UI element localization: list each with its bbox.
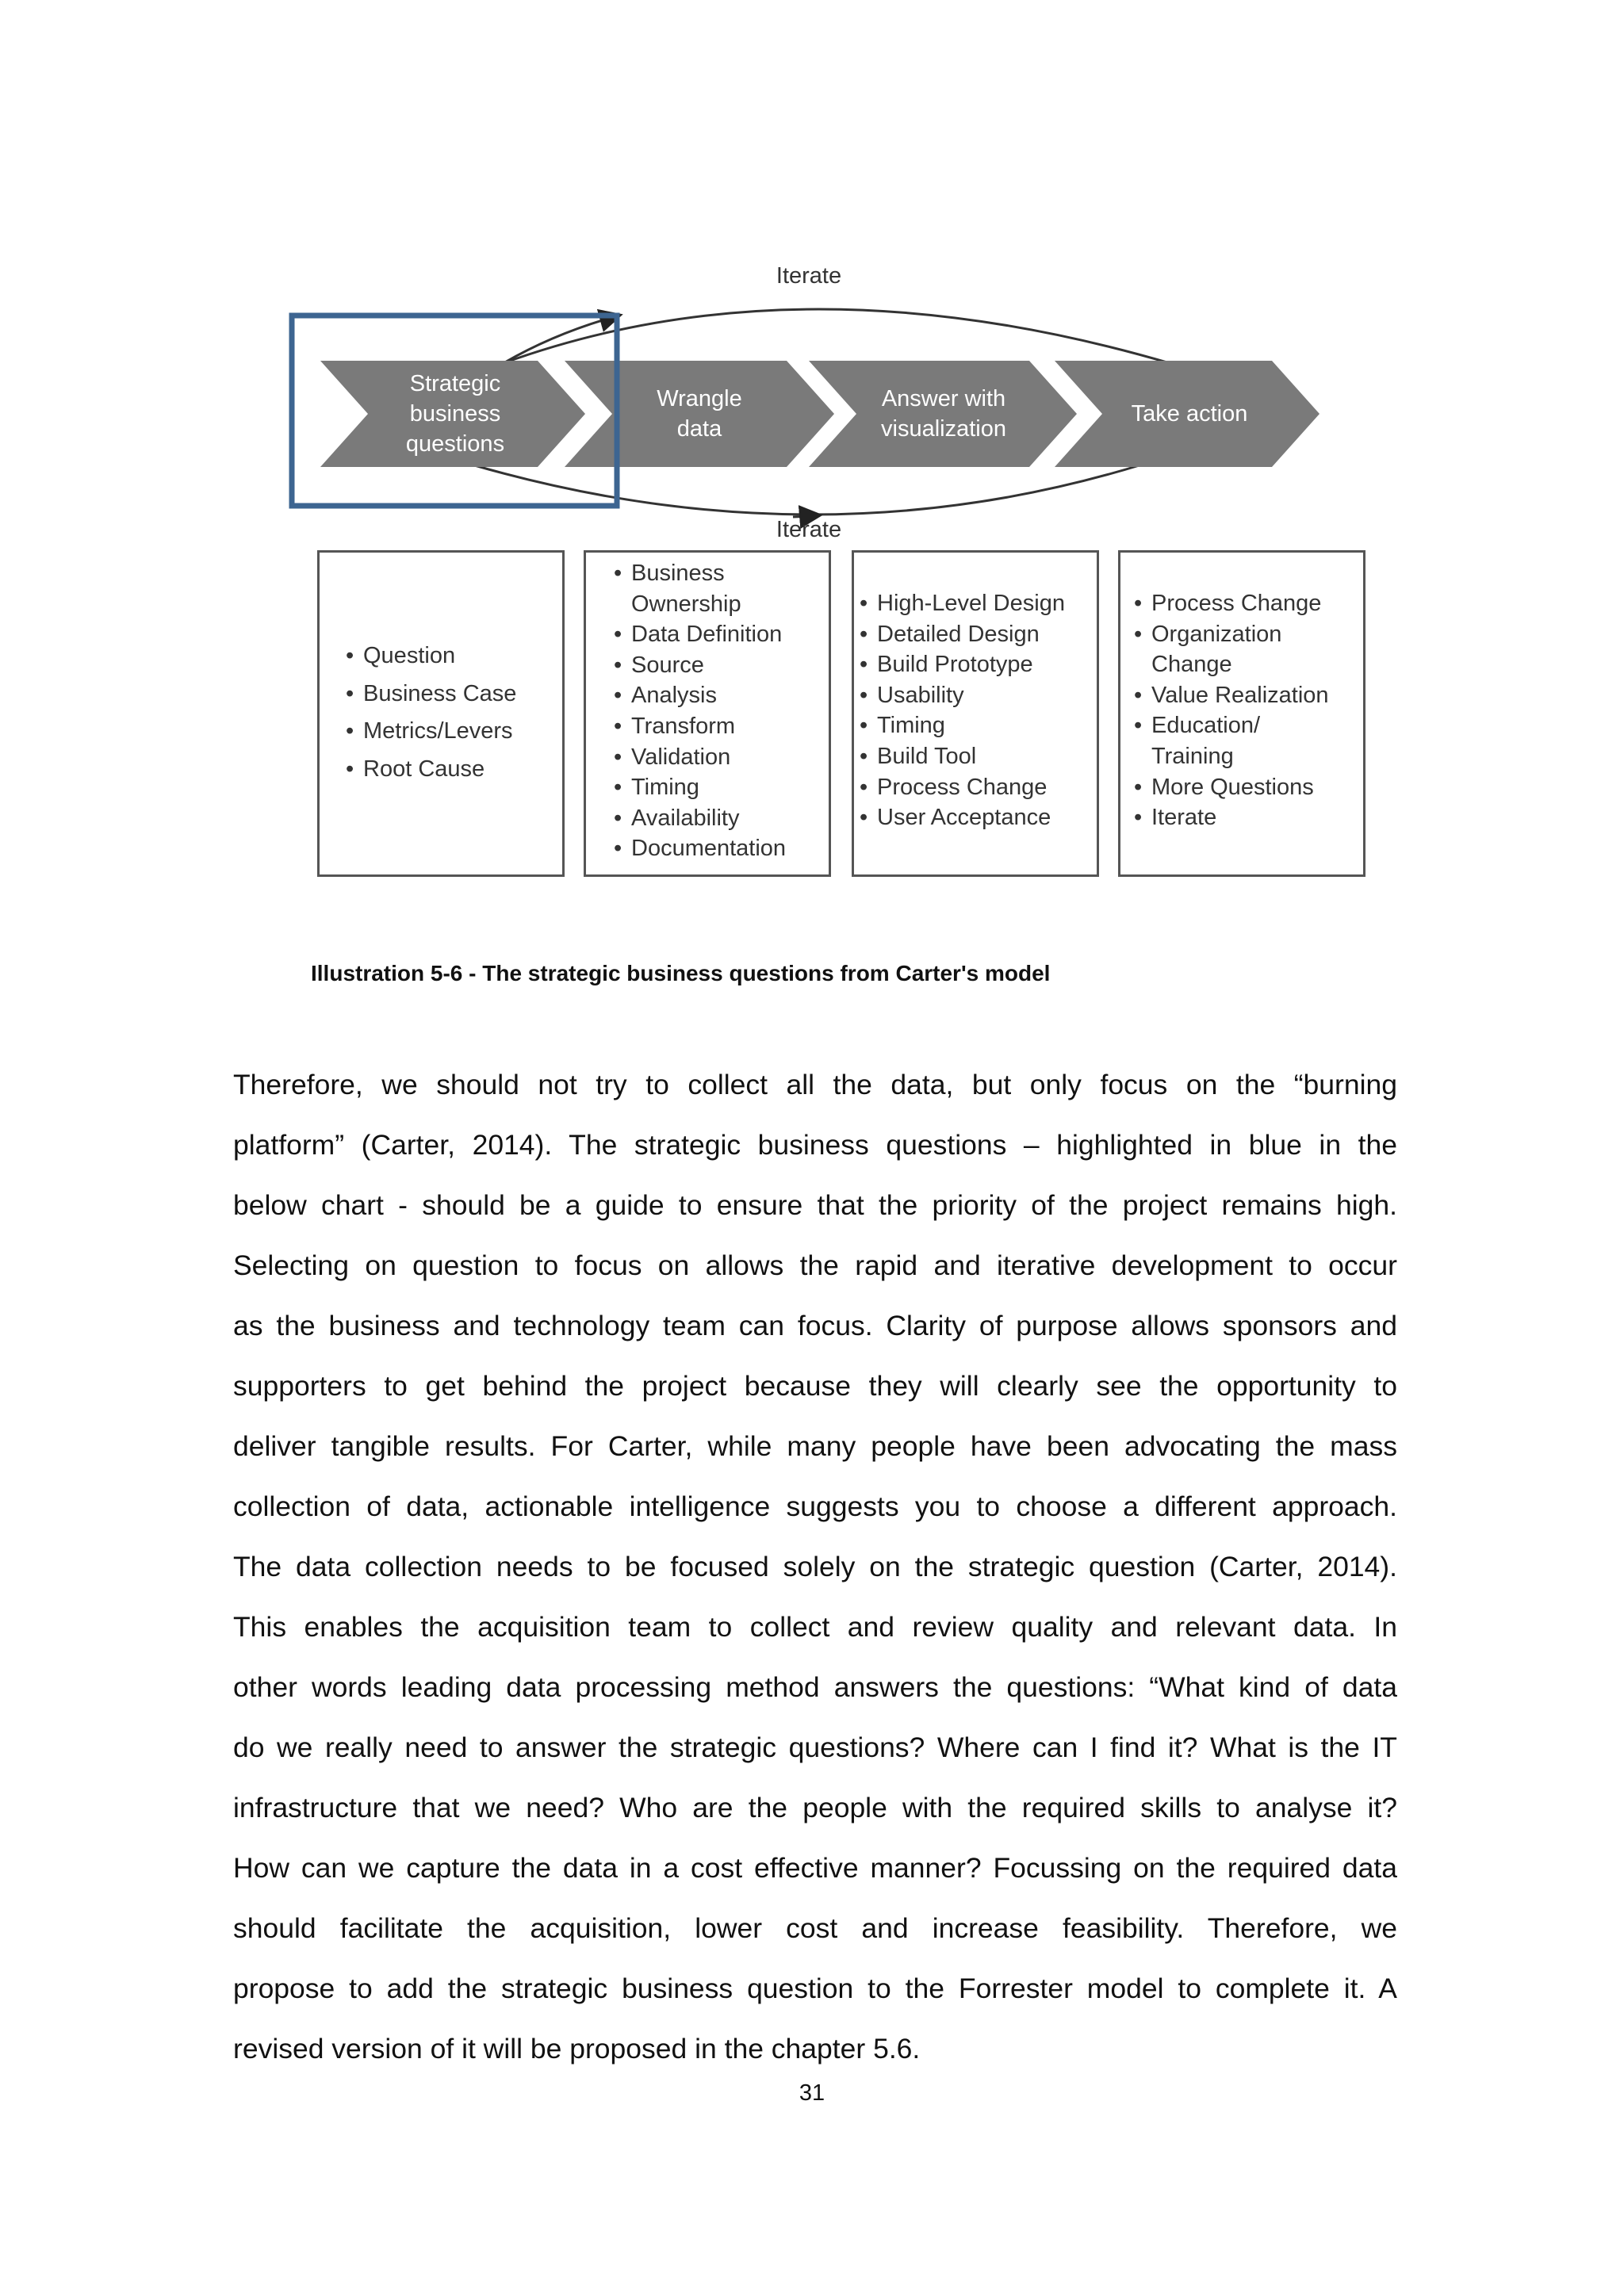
list-item: • Iterate [1132,802,1329,833]
iterate-label-bottom: Iterate [776,517,842,542]
column-list-wrangle [612,558,786,864]
iterate-label-top: Iterate [776,263,842,289]
paragraph-line: revised version of it will be proposed in the chapter 5.6. [233,2033,921,2064]
list-item: • Question [344,641,516,672]
list-item: • Data Definition [612,619,786,650]
paragraph-line: The data collection needs to be focused solely on the strategic question (Carter, 2014). [233,1551,1397,1582]
paragraph-line: Selecting on question to focus on allows the rapid and iterative development to occur [233,1249,1397,1281]
step-label-take-action: Take action [1131,401,1248,427]
list-item: • Build Tool [858,741,1065,772]
list-item: • User Acceptance [858,802,1065,833]
paragraph-line: How can we capture the data in a cost effective manner? Focussing on the required data [233,1852,1397,1884]
column-list-visualization [858,588,1065,833]
list-item: • Documentation [612,833,786,864]
list-item: • Business Ownership [612,558,778,619]
step-label-answer-with-visualization: Answer with visualization [881,386,1006,442]
list-item: • Process Change [858,772,1065,803]
list-item: • Value Realization [1132,680,1329,711]
paragraph-line: below chart - should be a guide to ensure that the priority of the project remains high. [233,1189,1397,1221]
list-item: • Process Change [1132,588,1329,619]
list-item: • Organization Change [1132,619,1310,680]
list-item: • Metrics/Levers [344,716,516,747]
column-list-action [1132,588,1329,833]
body-paragraph [233,1054,1397,2079]
list-item: • Source [612,650,786,681]
paragraph-line: propose to add the strategic business question to the Forrester model to complete it. A [233,1973,1397,2004]
list-item: • Timing [612,772,786,803]
paragraph-line: This enables the acquisition team to collect and review quality and relevant data. In [233,1611,1397,1643]
list-item: • High-Level Design [858,588,1065,619]
column-list-questions [344,641,516,784]
list-item: • Validation [612,742,786,773]
list-item: • Availability [612,803,786,834]
step-label-strategic-business-questions: Strategic business questions [405,371,505,457]
paragraph-line: supporters to get behind the project because they will clearly see the opportunity to [233,1370,1397,1402]
paragraph-line: as the business and technology team can focus. Clarity of purpose allows sponsors and [233,1310,1397,1341]
paragraph-line: should facilitate the acquisition, lower cost and increase feasibility. Therefore, we [233,1912,1397,1944]
list-item: • More Questions [1132,772,1329,803]
list-item: • Root Cause [344,754,516,785]
paragraph-line: Therefore, we should not try to collect all the data, but only focus on the “burning [233,1069,1397,1100]
paragraph-line: collection of data, actionable intelligence suggests you to choose a different approach. [233,1490,1397,1522]
carter-model-figure [0,0,1624,904]
list-item: • Timing [858,710,1065,741]
figure-caption: Illustration 5-6 - The strategic business questions from Carter's model [311,961,1051,985]
list-item: • Usability [858,680,1065,711]
paragraph-line: do we really need to answer the strategic questions? Where can I find it? What is the IT [233,1732,1397,1763]
list-item: • Education/ Training [1132,710,1302,771]
paragraph-line: platform” (Carter, 2014). The strategic business questions – highlighted in blue in the [233,1129,1397,1161]
list-item: • Business Case [344,679,516,710]
list-item: • Detailed Design [858,619,1065,650]
step-label-wrangle-data: Wrangle data [657,386,742,442]
list-item: • Analysis [612,680,786,711]
paragraph-line: deliver tangible results. For Carter, while many people have been advocating the mass [233,1430,1397,1462]
page-number: 31 [799,2080,825,2106]
list-item: • Transform [612,711,786,742]
paragraph-line: other words leading data processing method answers the questions: “What kind of data [233,1671,1397,1703]
paragraph-line: infrastructure that we need? Who are the people with the required skills to analyse it? [233,1792,1397,1823]
list-item: • Build Prototype [858,649,1065,680]
